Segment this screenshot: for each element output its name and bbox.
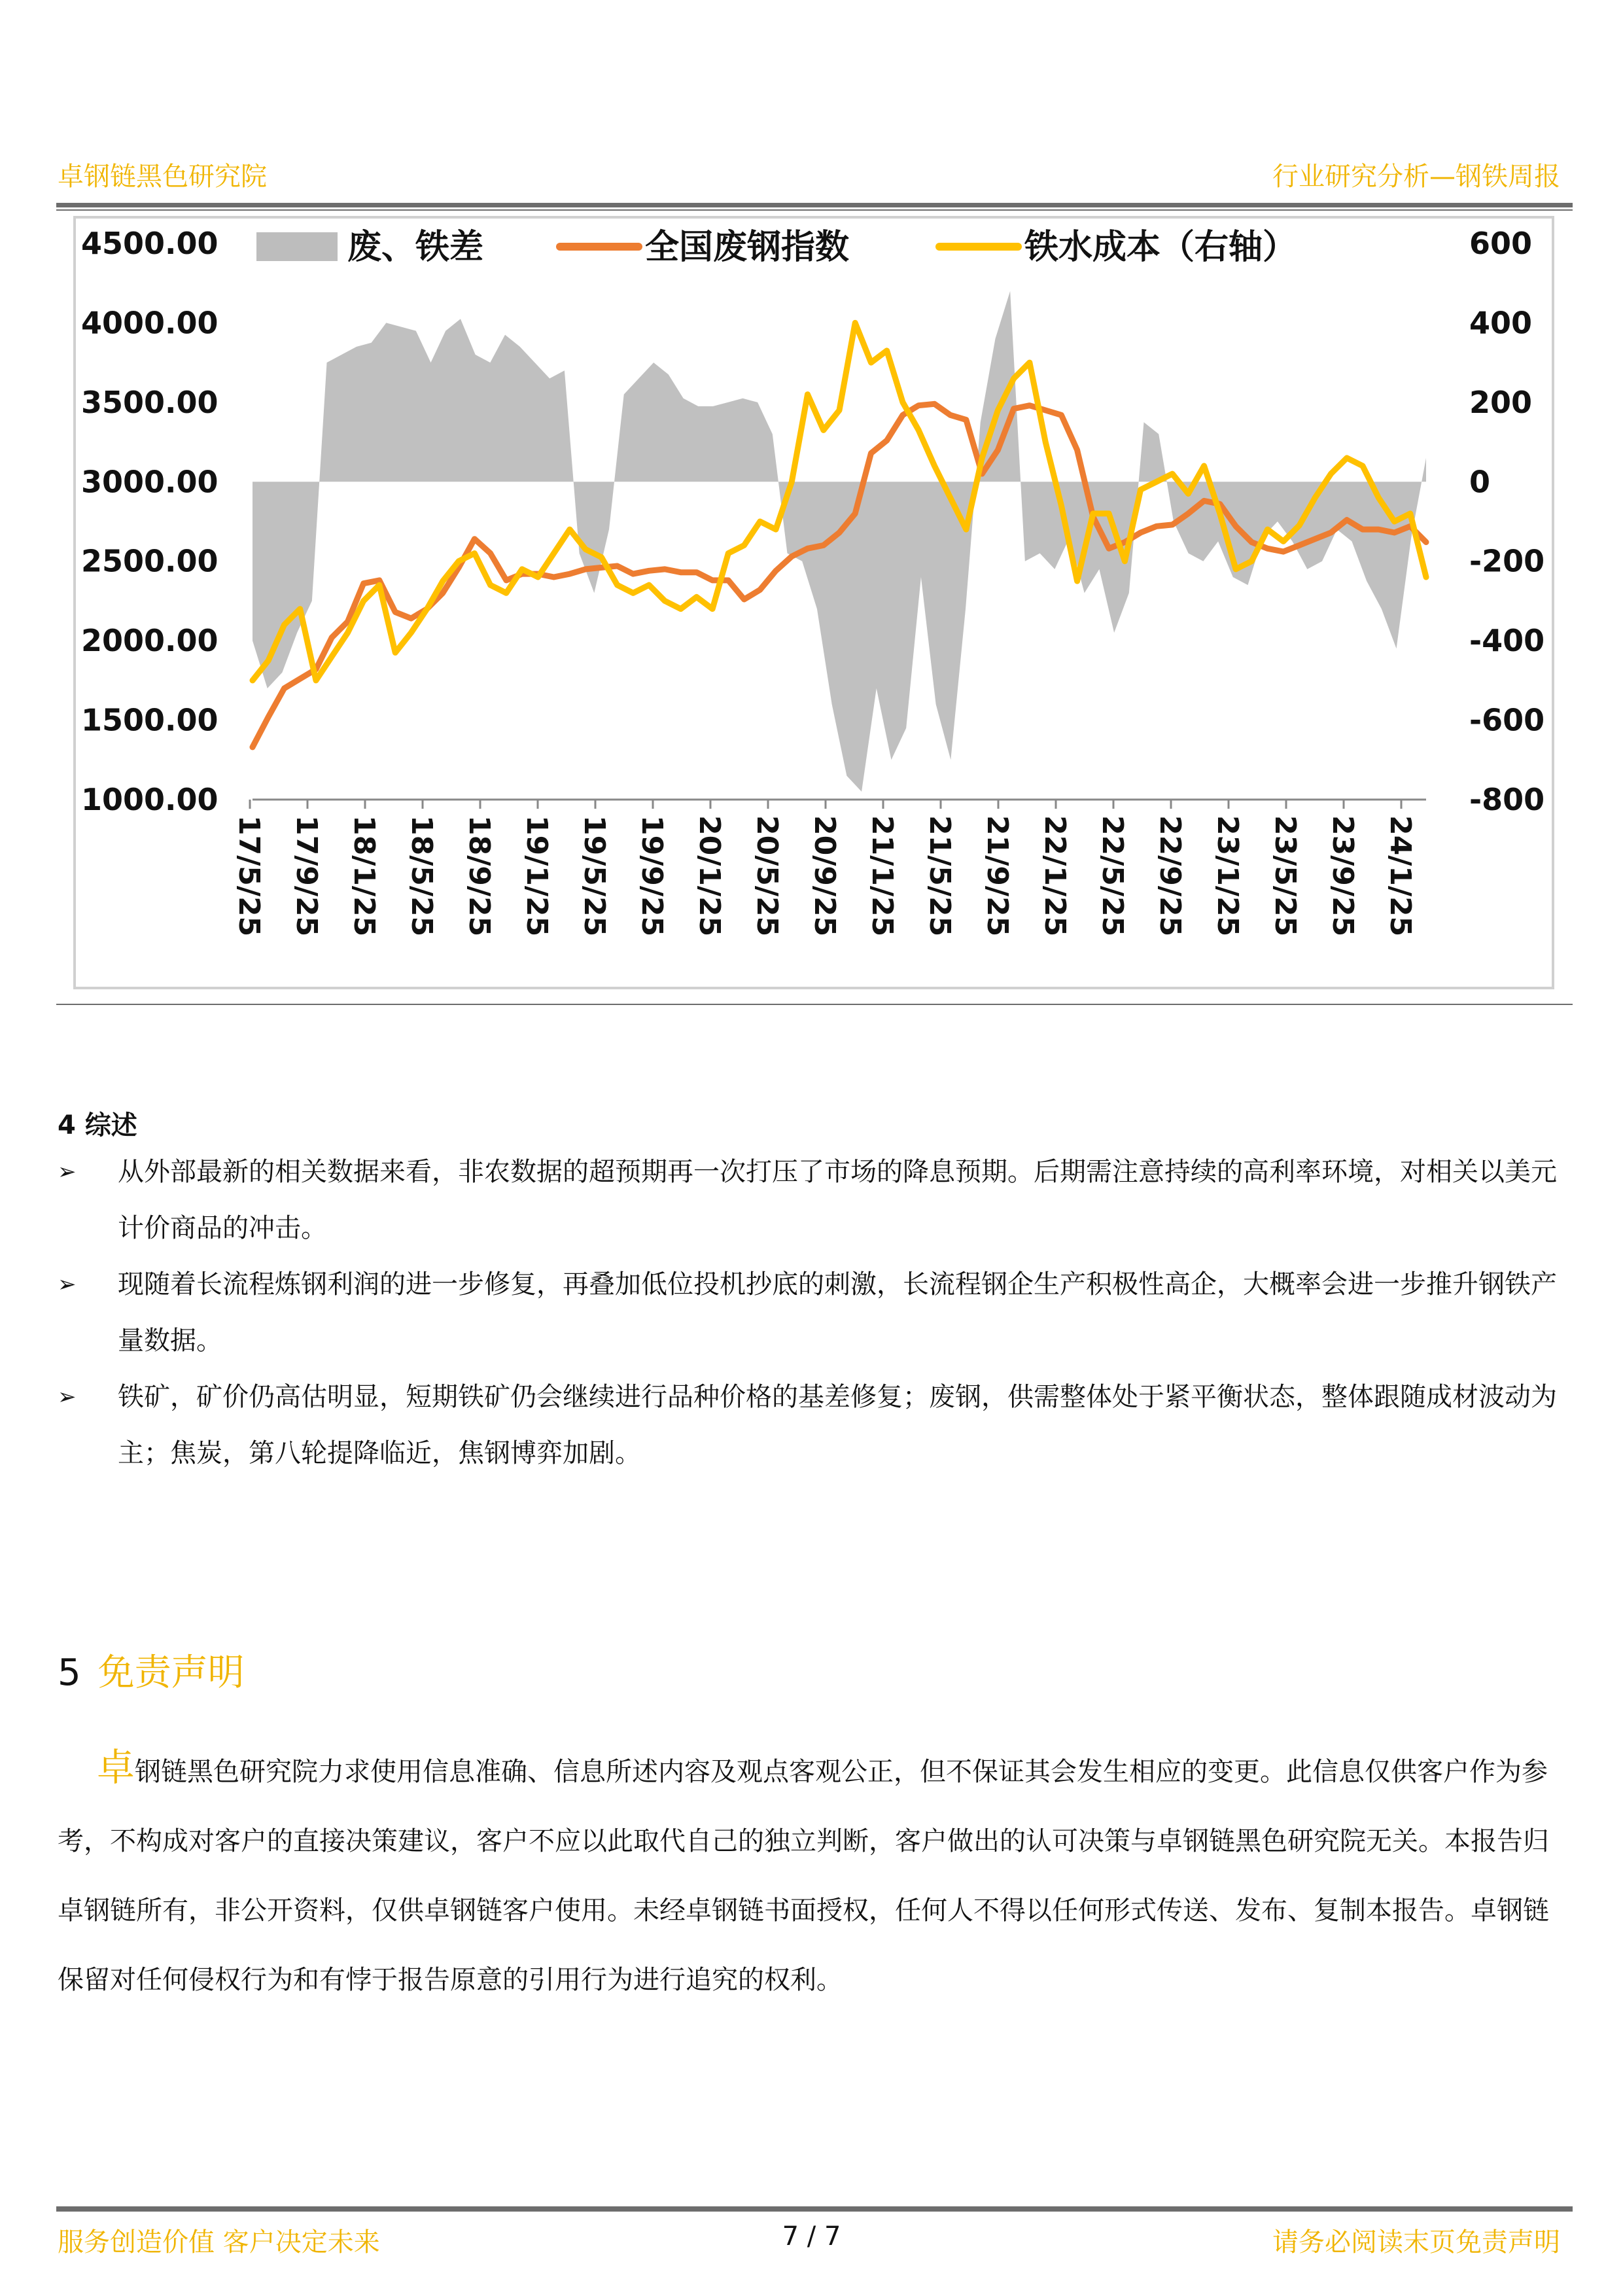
x-tick-label: 20/5/25 bbox=[750, 815, 784, 937]
y-left-tick: 4500.00 bbox=[81, 226, 218, 261]
x-tick-label: 18/1/25 bbox=[347, 815, 381, 937]
x-tick-label: 22/9/25 bbox=[1153, 815, 1187, 937]
footer-slogan: 服务创造价值 客户决定未来 bbox=[58, 2227, 380, 2257]
header-right-title: 行业研究分析—钢铁周报 bbox=[1272, 162, 1560, 192]
bullet-text: 现随着长流程炼钢利润的进一步修复，再叠加低位投机抄底的刺激，长流程钢企生产积极性高企，大概率会进一步推升钢铁产量数据。 bbox=[118, 1269, 1557, 1356]
x-tick-label: 19/1/25 bbox=[520, 815, 553, 937]
x-tick-label: 18/5/25 bbox=[405, 815, 438, 937]
legend-swatch-spread bbox=[256, 232, 338, 261]
dropcap: 卓 bbox=[97, 1745, 135, 1790]
bullet-item bbox=[58, 1144, 1573, 1256]
bullet-text: 铁矿，矿价仍高估明显，短期铁矿仍会继续进行品种价格的基差修复；废钢，供需整体处于紧平衡状态，整体跟随成材波动为主；焦炭，第八轮提降临近，焦钢博弈加剧。 bbox=[118, 1382, 1557, 1468]
bullet-arrow-icon: ➢ bbox=[58, 1271, 77, 1298]
legend-label-scrap: 全国废钢指数 bbox=[645, 228, 850, 267]
section-4-title: 4 综述 bbox=[58, 1110, 137, 1140]
bullet-item bbox=[58, 1256, 1573, 1369]
header-rule bbox=[56, 203, 1573, 207]
y-right-tick: 200 bbox=[1469, 384, 1533, 420]
x-tick-label: 23/1/25 bbox=[1211, 815, 1244, 937]
x-tick-label: 19/5/25 bbox=[578, 815, 611, 937]
y-right-tick: 0 bbox=[1469, 464, 1491, 500]
section-number: 5 bbox=[58, 1651, 81, 1694]
y-right-tick: -200 bbox=[1469, 543, 1545, 579]
x-tick-label: 22/5/25 bbox=[1096, 815, 1129, 937]
x-tick-label: 23/5/25 bbox=[1268, 815, 1302, 937]
y-left-tick: 3000.00 bbox=[81, 464, 218, 500]
y-right-tick: -600 bbox=[1469, 702, 1545, 738]
page-number: 7 / 7 bbox=[782, 2221, 841, 2252]
bullet-arrow-icon: ➢ bbox=[58, 1384, 77, 1410]
x-tick-label: 23/9/25 bbox=[1326, 815, 1359, 937]
section-4-bullets bbox=[58, 1144, 1573, 1481]
steel-chart bbox=[56, 211, 1573, 1004]
bullet-text: 从外部最新的相关数据来看，非农数据的超预期再一次打压了市场的降息预期。后期需注意持续的高利率环境，对相关以美元计价商品的冲击。 bbox=[118, 1157, 1557, 1243]
x-tick-label: 20/1/25 bbox=[693, 815, 726, 937]
y-left-tick: 2500.00 bbox=[81, 543, 218, 579]
chart-bottom-rule bbox=[56, 1004, 1573, 1005]
x-tick-label: 17/9/25 bbox=[290, 815, 323, 937]
y-left-tick: 4000.00 bbox=[81, 305, 218, 341]
x-tick-label: 21/5/25 bbox=[923, 815, 956, 937]
y-left-tick: 2000.00 bbox=[81, 623, 218, 659]
header-left-title: 卓钢链黑色研究院 bbox=[58, 162, 267, 192]
y-left-tick: 3500.00 bbox=[81, 384, 218, 420]
x-tick-label: 21/9/25 bbox=[981, 815, 1014, 937]
y-left-tick: 1000.00 bbox=[81, 782, 218, 817]
bullet-arrow-icon: ➢ bbox=[58, 1159, 77, 1185]
section-5-title bbox=[58, 1644, 245, 1696]
legend-label-spread: 废、铁差 bbox=[347, 228, 484, 267]
y-right-tick: -800 bbox=[1469, 782, 1545, 817]
x-tick-label: 21/1/25 bbox=[865, 815, 899, 937]
y-right-tick: -400 bbox=[1469, 623, 1545, 659]
legend-label-hotmetal: 铁水成本（右轴） bbox=[1024, 228, 1297, 267]
x-tick-label: 20/9/25 bbox=[808, 815, 841, 937]
disclaimer-paragraph bbox=[58, 1733, 1573, 2015]
y-left-tick: 1500.00 bbox=[81, 702, 218, 738]
disclaimer-text: 钢链黑色研究院力求使用信息准确、信息所述内容及观点客观公正，但不保证其会发生相应的变更。此信息仅供客户作为参考，不构成对客户的直接决策建议，客户不应以此取代自己的独立判断，客户做出的认可决策与卓钢链黑色研究院无关。本报告归卓钢链所有，非公开资料，仅供卓钢链客户使用。未经卓钢链书面授权，任何人不得以任何形式传送、发布、复制本报告。卓钢链保留对任何侵权行为和有悖于报告原意的引用行为进行追究的权利。 bbox=[58, 1757, 1549, 1995]
x-tick-label: 19/9/25 bbox=[635, 815, 669, 937]
footer-notice: 请务必阅读末页免责声明 bbox=[1272, 2227, 1560, 2257]
y-right-tick: 400 bbox=[1469, 305, 1533, 341]
y-right-tick: 600 bbox=[1469, 226, 1533, 261]
x-tick-label: 17/5/25 bbox=[232, 815, 266, 937]
x-tick-label: 24/1/25 bbox=[1384, 815, 1417, 937]
bullet-item bbox=[58, 1369, 1573, 1481]
chart-legend bbox=[256, 228, 1297, 267]
x-tick-label: 18/9/25 bbox=[462, 815, 496, 937]
section-title-text: 免责声明 bbox=[97, 1651, 245, 1694]
x-tick-label: 22/1/25 bbox=[1038, 815, 1072, 937]
footer-rule bbox=[56, 2206, 1573, 2212]
